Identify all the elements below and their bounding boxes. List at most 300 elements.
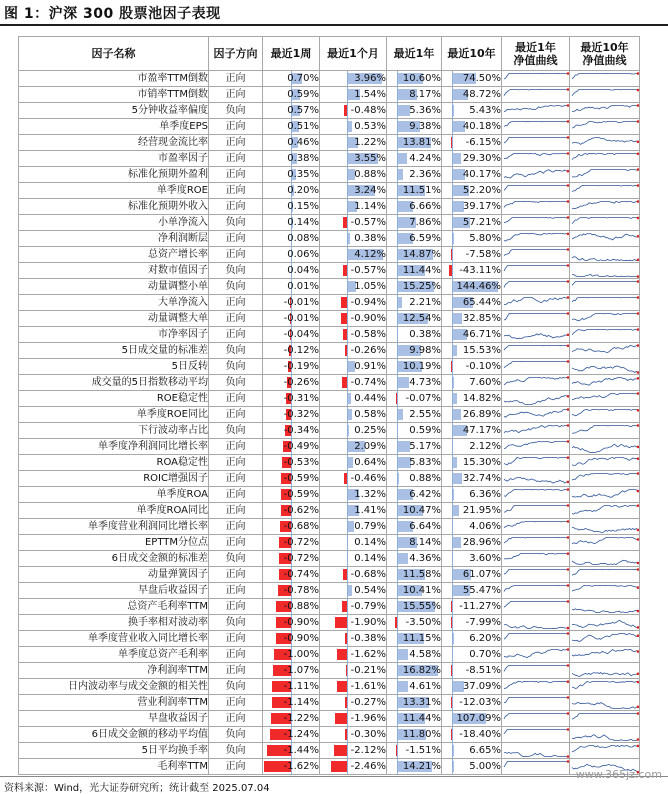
factor-name: 标准化预期外收入 — [19, 199, 209, 215]
return-value: -0.19% — [283, 361, 319, 372]
bar-axis — [452, 167, 453, 182]
return-value: 0.14% — [287, 217, 319, 228]
sparkline-path — [504, 409, 568, 417]
return-value: 15.55% — [402, 601, 441, 612]
sparkline-end-marker — [566, 696, 568, 699]
return-bar — [331, 761, 347, 772]
return-value: 1.32% — [354, 489, 386, 500]
bar-axis — [347, 631, 348, 646]
sparkline-end-marker — [566, 169, 568, 172]
return-cell-w1 — [263, 759, 320, 775]
factor-direction: 正向 — [209, 311, 263, 327]
nav-1y-sparkline — [502, 535, 570, 551]
return-cell-m1 — [320, 615, 387, 631]
bar-axis — [452, 279, 453, 294]
return-cell-w1 — [263, 375, 320, 391]
return-value: 0.58% — [354, 409, 386, 420]
sparkline-path — [504, 761, 568, 767]
bar-axis — [347, 743, 348, 758]
return-value: -0.38% — [350, 633, 386, 644]
sparkline-path — [504, 201, 568, 207]
table-row — [19, 87, 640, 103]
nav-1y-sparkline — [502, 711, 570, 727]
bar-axis — [347, 359, 348, 374]
sparkline-end-marker — [566, 626, 568, 629]
return-value: 5.36% — [409, 105, 441, 116]
sparkline-path — [504, 313, 568, 320]
nav-1y-sparkline — [502, 679, 570, 695]
return-value: 4.58% — [409, 649, 441, 660]
nav-1y-sparkline — [502, 423, 570, 439]
return-value: 0.88% — [409, 473, 441, 484]
nav-1y-sparkline — [502, 503, 570, 519]
sparkline-end-marker — [566, 184, 568, 187]
return-value: -2.46% — [350, 761, 386, 772]
sparkline-path — [572, 489, 638, 497]
table-row — [19, 119, 640, 135]
sparkline-path — [504, 169, 568, 177]
sparkline-end-marker — [566, 584, 568, 587]
factor-direction: 正向 — [209, 167, 263, 183]
nav-10y-sparkline — [570, 263, 640, 279]
sparkline-path — [572, 89, 638, 95]
sparkline-end-marker — [566, 136, 568, 139]
sparkline-end-marker — [566, 216, 568, 219]
bar-axis — [347, 295, 348, 310]
return-cell-w1 — [263, 151, 320, 167]
factor-direction: 正向 — [209, 711, 263, 727]
return-value: 6.36% — [469, 489, 501, 500]
return-cell-m1 — [320, 375, 387, 391]
bar-axis — [452, 263, 453, 278]
factor-direction: 负向 — [209, 103, 263, 119]
return-cell-y10 — [442, 103, 502, 119]
nav-10y-sparkline — [570, 423, 640, 439]
return-value: 0.54% — [354, 585, 386, 596]
return-value: 0.38% — [409, 329, 441, 340]
table-row — [19, 535, 640, 551]
bar-axis — [452, 231, 453, 246]
return-cell-w1 — [263, 679, 320, 695]
sparkline-end-marker — [566, 248, 568, 251]
bar-axis — [347, 407, 348, 422]
sparkline-end-marker — [636, 120, 638, 123]
nav-1y-sparkline — [502, 407, 570, 423]
bar-axis — [397, 407, 398, 422]
return-value: 65.44% — [462, 297, 501, 308]
return-value: -6.15% — [465, 137, 501, 148]
return-cell-m1 — [320, 327, 387, 343]
table-row — [19, 295, 640, 311]
return-cell-m1 — [320, 87, 387, 103]
sparkline-path — [504, 333, 568, 338]
sparkline-path — [504, 553, 568, 559]
nav-1y-sparkline — [502, 71, 570, 87]
bar-axis — [452, 215, 453, 230]
factor-name: 单季度EPS — [19, 119, 209, 135]
sparkline-end-marker — [566, 333, 568, 336]
return-value: 6.65% — [469, 745, 501, 756]
table-row — [19, 439, 640, 455]
sparkline-end-marker — [566, 104, 568, 107]
factor-direction: 正向 — [209, 247, 263, 263]
return-value: 3.60% — [469, 553, 501, 564]
bar-axis — [397, 471, 398, 486]
sparkline-end-marker — [636, 744, 638, 747]
nav-10y-sparkline — [570, 487, 640, 503]
return-cell-m1 — [320, 583, 387, 599]
return-cell-y10 — [442, 727, 502, 743]
return-cell-m1 — [320, 343, 387, 359]
sparkline-path — [572, 560, 638, 564]
table-row — [19, 343, 640, 359]
nav-10y-sparkline — [570, 135, 640, 151]
return-bar — [337, 649, 347, 660]
bar-axis — [347, 167, 348, 182]
sparkline-end-marker — [636, 409, 638, 412]
sparkline-path — [504, 89, 568, 95]
bar-axis — [397, 231, 398, 246]
sparkline-path — [504, 569, 568, 574]
nav-10y-sparkline — [570, 455, 640, 471]
return-value: -11.27% — [459, 601, 501, 612]
return-cell-m1 — [320, 151, 387, 167]
factor-name: 市盈率因子 — [19, 151, 209, 167]
factor-direction: 负向 — [209, 551, 263, 567]
bar-axis — [347, 647, 348, 662]
return-bar — [397, 153, 407, 164]
return-cell-y1 — [387, 535, 442, 551]
return-cell-m1 — [320, 503, 387, 519]
bar-axis — [347, 535, 348, 550]
return-cell-y1 — [387, 183, 442, 199]
return-value: 0.14% — [354, 553, 386, 564]
nav-10y-sparkline — [570, 391, 640, 407]
title-rule — [0, 24, 668, 26]
factor-name: 单季度营业利润同比增长率 — [19, 519, 209, 535]
return-cell-m1 — [320, 71, 387, 87]
factor-name: 单季度ROE同比 — [19, 407, 209, 423]
return-bar — [397, 553, 408, 564]
return-value: 0.88% — [354, 169, 386, 180]
return-cell-y10 — [442, 615, 502, 631]
bar-axis — [452, 407, 453, 422]
return-cell-m1 — [320, 535, 387, 551]
table-row — [19, 615, 640, 631]
header-factor-name: 因子名称 — [19, 37, 209, 71]
sparkline-path — [572, 137, 638, 144]
bar-axis — [347, 247, 348, 262]
return-cell-w1 — [263, 183, 320, 199]
return-value: 0.53% — [354, 121, 386, 132]
return-value: -0.26% — [350, 345, 386, 356]
return-cell-w1 — [263, 535, 320, 551]
bar-axis — [347, 439, 348, 454]
nav-10y-sparkline — [570, 615, 640, 631]
return-cell-m1 — [320, 471, 387, 487]
return-value: 0.06% — [287, 249, 319, 260]
sparkline-path — [572, 329, 638, 334]
table-row — [19, 711, 640, 727]
return-value: -0.90% — [283, 633, 319, 644]
sparkline-end-marker — [636, 140, 638, 143]
return-cell-w1 — [263, 119, 320, 135]
return-value: 0.64% — [354, 457, 386, 468]
bar-axis — [452, 711, 453, 726]
return-cell-w1 — [263, 167, 320, 183]
nav-10y-sparkline — [570, 167, 640, 183]
factor-name: 成交量的5日指数移动平均 — [19, 375, 209, 391]
sparkline-end-marker — [566, 440, 568, 443]
bar-axis — [397, 263, 398, 278]
bar-axis — [347, 71, 348, 86]
return-value: 11.44% — [402, 265, 441, 276]
nav-10y-sparkline — [570, 583, 640, 599]
nav-1y-sparkline — [502, 455, 570, 471]
return-cell-m1 — [320, 167, 387, 183]
return-cell-y1 — [387, 631, 442, 647]
return-value: -2.12% — [350, 745, 386, 756]
sparkline-end-marker — [636, 72, 638, 75]
sparkline-path — [572, 274, 638, 276]
factor-direction: 正向 — [209, 647, 263, 663]
return-cell-y10 — [442, 439, 502, 455]
bar-axis — [347, 199, 348, 214]
return-cell-w1 — [263, 407, 320, 423]
return-bar — [337, 681, 347, 692]
bar-axis — [397, 71, 398, 86]
return-cell-m1 — [320, 199, 387, 215]
return-cell-y1 — [387, 599, 442, 615]
bar-axis — [452, 327, 453, 342]
factor-direction: 负向 — [209, 743, 263, 759]
bar-axis — [347, 663, 348, 678]
return-value: -0.21% — [350, 665, 386, 676]
return-value: 2.21% — [409, 297, 441, 308]
bar-axis — [452, 471, 453, 486]
return-value: 4.61% — [409, 681, 441, 692]
return-cell-y10 — [442, 631, 502, 647]
return-value: 5.00% — [469, 761, 501, 772]
nav-10y-sparkline — [570, 327, 640, 343]
bar-axis — [452, 343, 453, 358]
factor-name: 换手率相对波动率 — [19, 615, 209, 631]
factor-direction: 负向 — [209, 359, 263, 375]
nav-1y-sparkline — [502, 279, 570, 295]
bar-axis — [347, 135, 348, 150]
bar-axis — [452, 135, 453, 150]
factor-direction: 负向 — [209, 279, 263, 295]
return-cell-y1 — [387, 439, 442, 455]
sparkline-path — [572, 585, 638, 591]
return-cell-w1 — [263, 455, 320, 471]
nav-1y-sparkline — [502, 151, 570, 167]
bar-axis — [397, 711, 398, 726]
factor-name: 5分钟收益率偏度 — [19, 103, 209, 119]
return-value: 0.38% — [354, 233, 386, 244]
factor-direction: 正向 — [209, 471, 263, 487]
factor-name: ROIC增强因子 — [19, 471, 209, 487]
return-cell-y10 — [442, 679, 502, 695]
sparkline-end-marker — [566, 395, 568, 398]
bar-axis — [452, 103, 453, 118]
return-cell-y10 — [442, 455, 502, 471]
sparkline-end-marker — [566, 632, 568, 635]
nav-10y-sparkline — [570, 599, 640, 615]
return-cell-y10 — [442, 87, 502, 103]
nav-10y-sparkline — [570, 231, 640, 247]
return-cell-m1 — [320, 247, 387, 263]
sparkline-end-marker — [566, 648, 568, 651]
factor-name: 市净率因子 — [19, 327, 209, 343]
bar-axis — [347, 391, 348, 406]
table-row — [19, 263, 640, 279]
return-value: -0.34% — [283, 425, 319, 436]
return-cell-w1 — [263, 727, 320, 743]
table-row — [19, 647, 640, 663]
bar-axis — [397, 311, 398, 326]
bar-axis — [452, 439, 453, 454]
sparkline-end-marker — [566, 536, 568, 539]
return-value: 0.46% — [287, 137, 319, 148]
sparkline-path — [504, 729, 568, 733]
return-cell-y10 — [442, 135, 502, 151]
sparkline-end-marker — [566, 280, 568, 283]
sparkline-path — [504, 345, 568, 350]
return-cell-y1 — [387, 151, 442, 167]
sparkline-path — [504, 697, 568, 702]
sparkline-end-marker — [566, 88, 568, 91]
return-value: 5.83% — [409, 457, 441, 468]
factor-direction: 正向 — [209, 599, 263, 615]
return-value: 0.14% — [354, 537, 386, 548]
return-cell-m1 — [320, 135, 387, 151]
sparkline-path — [504, 601, 568, 607]
nav-10y-sparkline — [570, 375, 640, 391]
return-value: -0.46% — [350, 473, 386, 484]
return-value: 0.44% — [354, 393, 386, 404]
sparkline-path — [572, 505, 638, 514]
table-row — [19, 551, 640, 567]
nav-10y-sparkline — [570, 743, 640, 759]
return-cell-m1 — [320, 519, 387, 535]
sparkline-end-marker — [636, 328, 638, 331]
return-cell-y1 — [387, 119, 442, 135]
table-row — [19, 215, 640, 231]
bar-axis — [397, 359, 398, 374]
return-cell-y1 — [387, 471, 442, 487]
return-cell-w1 — [263, 663, 320, 679]
sparkline-path — [572, 377, 638, 385]
return-cell-y1 — [387, 679, 442, 695]
bar-axis — [452, 71, 453, 86]
return-cell-w1 — [263, 391, 320, 407]
factor-direction: 正向 — [209, 119, 263, 135]
factor-direction: 正向 — [209, 663, 263, 679]
return-value: -43.11% — [459, 265, 501, 276]
return-bar — [452, 537, 461, 548]
bar-axis — [397, 487, 398, 502]
return-cell-m1 — [320, 679, 387, 695]
return-cell-y10 — [442, 471, 502, 487]
return-value: 6.20% — [469, 633, 501, 644]
bar-axis — [397, 87, 398, 102]
return-value: -7.99% — [465, 617, 501, 628]
return-cell-y1 — [387, 343, 442, 359]
sparkline-path — [572, 256, 638, 260]
table-row — [19, 583, 640, 599]
return-value: -1.24% — [283, 729, 319, 740]
nav-1y-sparkline — [502, 647, 570, 663]
return-cell-y10 — [442, 263, 502, 279]
return-cell-w1 — [263, 103, 320, 119]
sparkline-end-marker — [636, 561, 638, 564]
return-value: 6.64% — [409, 521, 441, 532]
sparkline-path — [572, 281, 638, 285]
return-cell-w1 — [263, 295, 320, 311]
return-value: -0.88% — [283, 601, 319, 612]
table-row — [19, 391, 640, 407]
return-value: 6.59% — [409, 233, 441, 244]
return-value: 0.01% — [287, 281, 319, 292]
sparkline-path — [572, 217, 638, 223]
bar-axis — [397, 583, 398, 598]
bar-axis — [452, 455, 453, 470]
return-value: 10.60% — [402, 73, 441, 84]
factor-direction: 正向 — [209, 487, 263, 503]
bar-axis — [397, 599, 398, 614]
nav-1y-sparkline — [502, 599, 570, 615]
return-value: 7.86% — [409, 217, 441, 228]
nav-10y-sparkline — [570, 551, 640, 567]
nav-1y-sparkline — [502, 263, 570, 279]
return-cell-m1 — [320, 759, 387, 775]
factor-name: 毛利率TTM — [19, 759, 209, 775]
table-row — [19, 103, 640, 119]
return-bar — [452, 153, 461, 164]
return-value: 0.57% — [287, 105, 319, 116]
return-cell-w1 — [263, 135, 320, 151]
nav-10y-sparkline — [570, 279, 640, 295]
factor-direction: 负向 — [209, 263, 263, 279]
table-row — [19, 327, 640, 343]
sparkline-end-marker — [566, 72, 568, 75]
sparkline-end-marker — [566, 360, 568, 363]
nav-1y-sparkline — [502, 103, 570, 119]
return-value: -0.57% — [350, 217, 386, 228]
sparkline-end-marker — [566, 712, 568, 715]
sparkline-path — [572, 409, 638, 415]
return-cell-y1 — [387, 647, 442, 663]
return-cell-m1 — [320, 439, 387, 455]
return-value: 0.79% — [354, 521, 386, 532]
sparkline-end-marker — [566, 520, 568, 523]
return-value: 32.85% — [462, 313, 501, 324]
sparkline-end-marker — [636, 712, 638, 715]
return-bar — [452, 505, 459, 516]
bar-axis — [347, 327, 348, 342]
sparkline-end-marker — [636, 634, 638, 637]
bar-axis — [452, 295, 453, 310]
return-cell-y10 — [442, 503, 502, 519]
factor-direction: 正向 — [209, 135, 263, 151]
nav-10y-sparkline — [570, 471, 640, 487]
return-cell-w1 — [263, 471, 320, 487]
return-value: 21.95% — [462, 505, 501, 516]
sparkline-path — [504, 281, 568, 287]
bar-axis — [397, 391, 398, 406]
return-cell-y1 — [387, 567, 442, 583]
